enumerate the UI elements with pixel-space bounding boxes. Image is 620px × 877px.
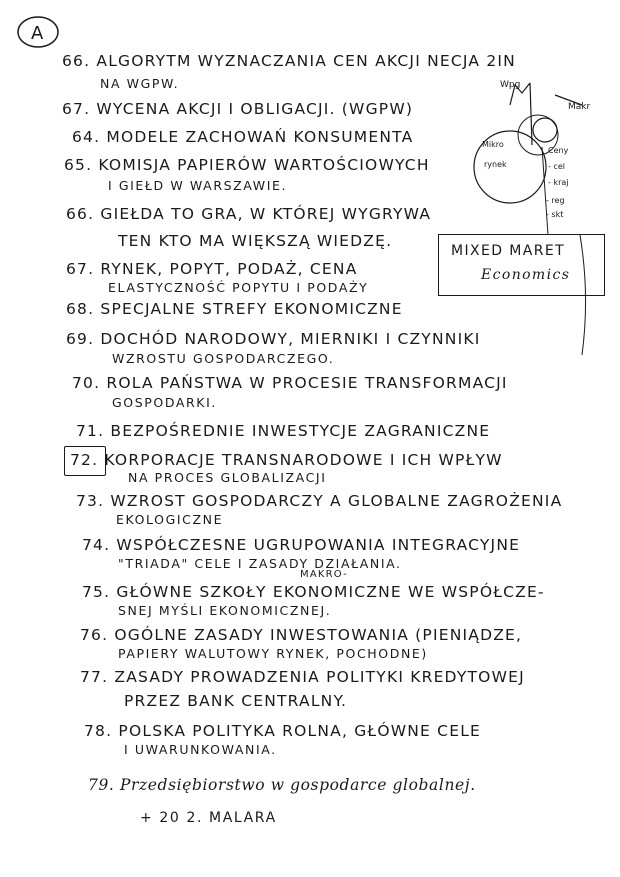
box-line-2: Economics <box>481 267 571 283</box>
sketch-label-ceny: Ceny <box>548 146 569 155</box>
makro-insert: MAKRO- <box>300 569 348 580</box>
footer-note: + 20 2. MALARA <box>140 810 277 826</box>
item-75-cont: SNEJ MYŚLI EKONOMICZNEJ. <box>118 603 332 618</box>
sketch-label-reg: - reg <box>546 196 565 205</box>
item-74: 74. WSPÓŁCZESNE UGRUPOWANIA INTEGRACYJNE <box>82 536 521 554</box>
corner-label: A <box>31 23 44 44</box>
item-77-cont: PRZEZ BANK CENTRALNY. <box>124 692 348 710</box>
sketch-label-wpg: Wpg <box>500 80 521 90</box>
item-76-cont: PAPIERY WALUTOWY RYNEK, POCHODNE) <box>118 646 428 661</box>
item-76: 76. OGÓLNE ZASADY INWESTOWANIA (PIENIĄDZE, <box>80 626 523 644</box>
item-69-cont: WZROSTU GOSPODARCZEGO. <box>112 351 335 366</box>
item-79: 79. Przedsiębiorstwo w gospodarce globalnej. <box>88 776 476 794</box>
sketch-label-skt: - skt <box>546 210 564 219</box>
item-77: 77. ZASADY PROWADZENIA POLITYKI KREDYTOWEJ <box>80 668 525 686</box>
sketch-label-cel: - cel <box>548 162 565 171</box>
item-67b: 67. RYNEK, POPYT, PODAŻ, CENA <box>66 260 358 278</box>
item-72-cont: NA PROCES GLOBALIZACJI <box>128 470 327 485</box>
item-65: 65. KOMISJA PAPIERÓW WARTOŚCIOWYCH <box>64 156 430 174</box>
item-66b-cont: TEN KTO MA WIĘKSZĄ WIEDZĘ. <box>118 232 393 250</box>
item-67b-cont: ELASTYCZNOŚĆ POPYTU I PODAŻY <box>108 280 369 295</box>
item-74-cont: "TRIADA" CELE I ZASADY DZIAŁANIA. <box>118 556 402 571</box>
circled-letter-icon <box>14 12 64 52</box>
sketch-label-mikro: Mikro <box>482 140 504 149</box>
margin-sketch-diagram <box>470 55 620 375</box>
item-66b: 66. GIEŁDA TO GRA, W KTÓREJ WYGRYWA <box>66 205 432 223</box>
item-69: 69. DOCHÓD NARODOWY, MIERNIKI I CZYNNIKI <box>66 330 481 348</box>
sketch-label-rynek: rynek <box>484 160 507 169</box>
item-66a: 66. ALGORYTM WYZNACZANIA CEN AKCJI NECJA 2IN <box>62 52 516 70</box>
item-68: 68. SPECJALNE STREFY EKONOMICZNE <box>66 300 403 318</box>
item-67a: 67. WYCENA AKCJI I OBLIGACJI. (WGPW) <box>62 100 414 118</box>
item-73-cont: EKOLOGICZNE <box>116 512 224 527</box>
item-70: 70. ROLA PAŃSTWA W PROCESIE TRANSFORMACJI <box>72 374 508 392</box>
item-64: 64. MODELE ZACHOWAŃ KONSUMENTA <box>72 128 414 146</box>
item-70-cont: GOSPODARKI. <box>112 395 217 410</box>
item-72: 72. KORPORACJE TRANSNARODOWE I ICH WPŁYW <box>70 451 503 469</box>
item-66a-cont: NA WGPW. <box>100 76 180 91</box>
item-78: 78. POLSKA POLITYKA ROLNA, GŁÓWNE CELE <box>84 722 482 740</box>
item-71: 71. BEZPOŚREDNIE INWESTYCJE ZAGRANICZNE <box>76 422 491 440</box>
item-73: 73. WZROST GOSPODARCZY A GLOBALNE ZAGROŻENIA <box>76 492 563 510</box>
sketch-label-makr: Makr <box>568 102 591 112</box>
sketch-label-kraj: - kraj <box>548 178 569 187</box>
item-65-cont: I GIEŁD W WARSZAWIE. <box>108 178 288 193</box>
box-line-1: MIXED MARET <box>451 243 566 259</box>
item-75: 75. GŁÓWNE SZKOŁY EKONOMICZNE WE WSPÓŁCZE- <box>82 583 545 601</box>
item-78-cont: I UWARUNKOWANIA. <box>124 742 277 757</box>
